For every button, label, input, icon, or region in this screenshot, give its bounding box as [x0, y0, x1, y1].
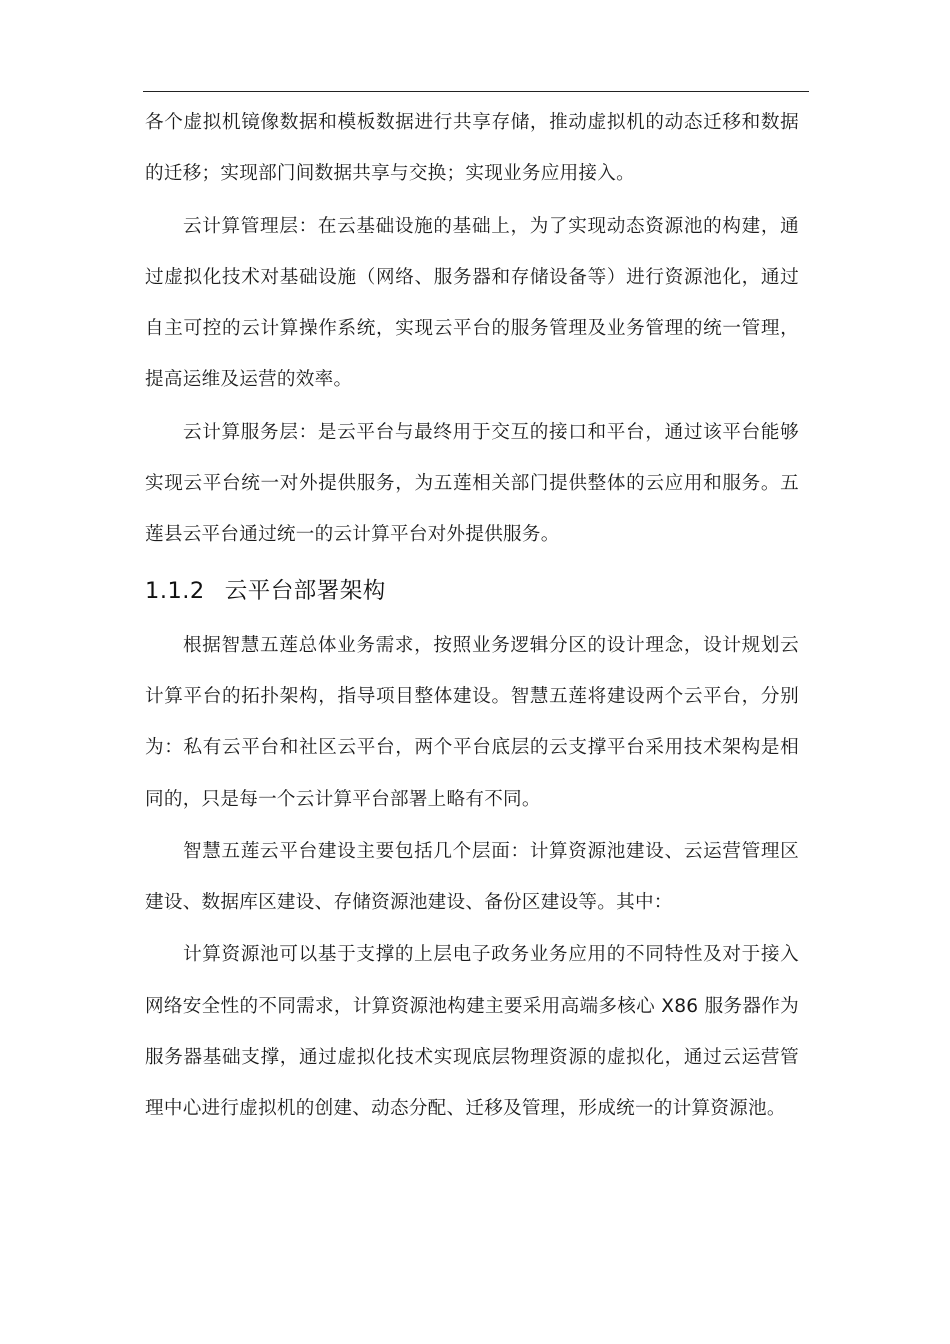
paragraph-management-layer: 云计算管理层：在云基础设施的基础上，为了实现动态资源池的构建，通过虚拟化技术对基础设施（网络、服务器和存储设备等）进行资源池化，通过自主可控的云计算操作系统，实现云平台的服务管理及业务管理的统一管理，提高运维及运营的效率。 [145, 215, 799, 391]
section-heading [145, 562, 799, 620]
paragraph-continued: 各个虚拟机镜像数据和模板数据进行共享存储，推动虚拟机的动态迁移和数据的迁移；实现部门间数据共享与交换；实现业务应用接入。 [145, 112, 799, 185]
paragraph-compute-pool: 计算资源池可以基于支撑的上层电子政务业务应用的不同特性及对于接入网络安全性的不同需求，计算资源池构建主要采用高端多核心 X86 服务器作为服务器基础支撑，通过虚拟化技术实现底层物理资源的虚拟化，通过云运营管理中心进行虚拟机的创建、动态分配、迁移及管理，形成统一的计算资源池。 [145, 944, 799, 1120]
header-rule [143, 91, 809, 92]
paragraph-service-layer: 云计算服务层：是云平台与最终用于交互的接口和平台，通过该平台能够实现云平台统一对外提供服务，为五莲相关部门提供整体的云应用和服务。五莲县云平台通过统一的云计算平台对外提供服务。 [145, 421, 799, 546]
document-body [145, 97, 799, 1136]
section-title: 云平台部署架构 [224, 577, 386, 604]
section-number: 1.1.2 [145, 577, 205, 604]
paragraph-construction-levels: 智慧五莲云平台建设主要包括几个层面：计算资源池建设、云运营管理区建设、数据库区建设、存储资源池建设、备份区建设等。其中： [145, 840, 799, 914]
paragraph-topology: 根据智慧五莲总体业务需求，按照业务逻辑分区的设计理念，设计规划云计算平台的拓扑架构，指导项目整体建设。智慧五莲将建设两个云平台，分别为：私有云平台和社区云平台，两个平台底层的云支撑平台采用技术架构是相同的，只是每一个云计算平台部署上略有不同。 [145, 634, 799, 810]
